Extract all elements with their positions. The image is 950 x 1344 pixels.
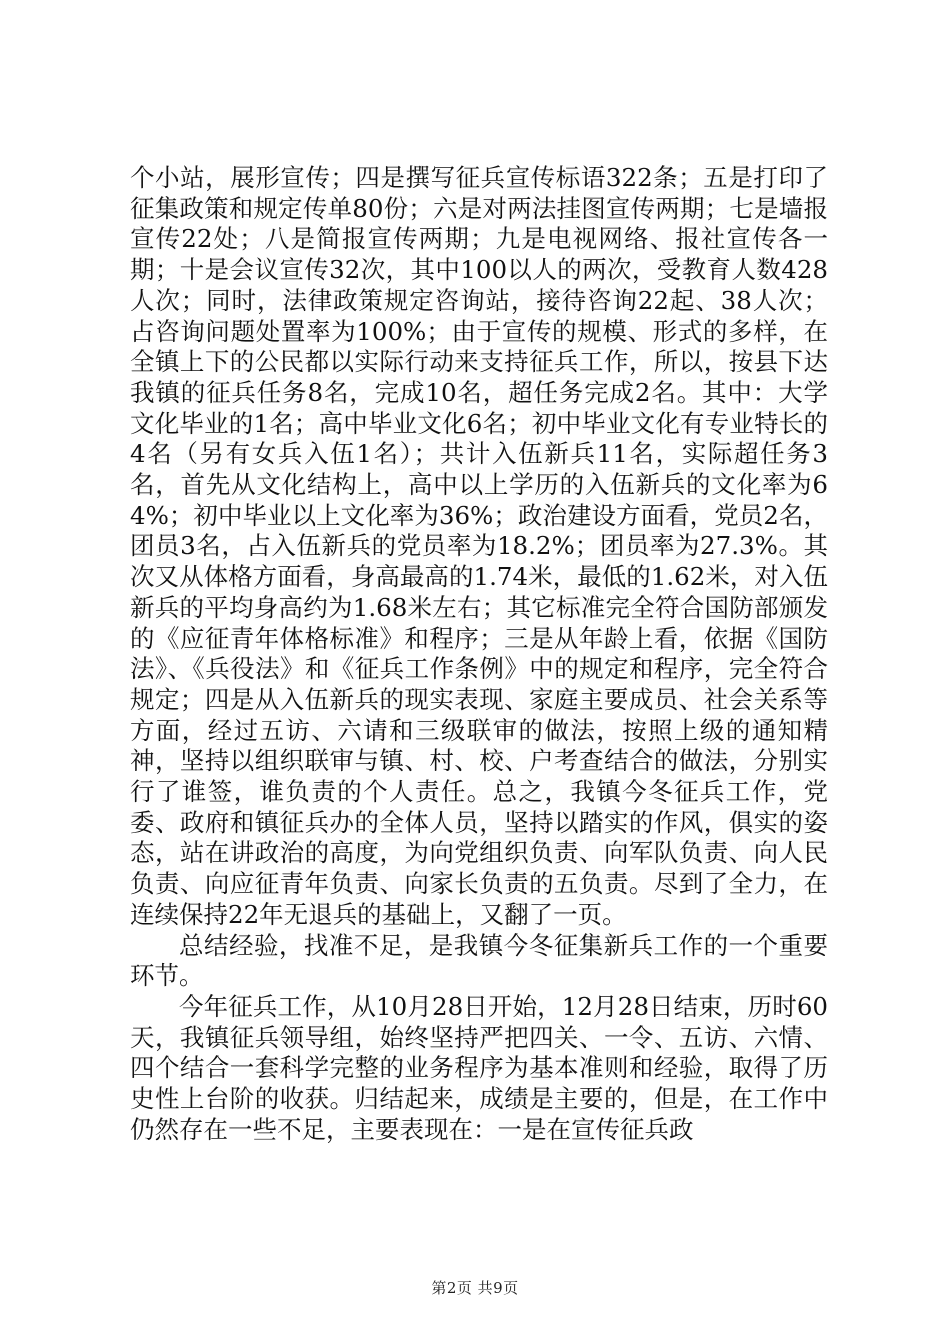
page-footer: 第2页 共9页 bbox=[431, 1279, 519, 1297]
paragraph-2: 总结经验，找准不足，是我镇今冬征集新兵工作的一个重要环节。 bbox=[130, 930, 828, 991]
paragraph-1: 个小站，展形宣传；四是撰写征兵宣传标语322条；五是打印了征集政策和规定传单80份；六是对两法挂图宣传两期；七是墙报宣传22处；八是简报宣传两期；九是电视网络、报社宣传各一期；十是会议宣传32次，其中100以人的两次，受教育人数428人次；同时，法律政策规定咨询站，接待咨询22起、38人次；占咨询问题处置率为100%；由于宣传的规模、形式的多样，在全镇上下的公民都以实际行动来支持征兵工作，所以，按县下达我镇的征兵任务8名，完成10名，超任务完成2名。其中：大学文化毕业的1名；高中毕业文化6名；初中毕业文化有专业特长的4名（另有女兵入伍1名）；共计入伍新兵11名，实际超任务3名，首先从文化结构上，高中以上学历的入伍新兵的文化率为64%；初中毕业以上文化率为36%；政治建设方面看，党员2名，团员3名，占入伍新兵的党员率为18.2%；团员率为27.3%。其次又从体格方面看，身高最高的1.74米，最低的1.62米，对入伍新兵的平均身高约为1.68米左右；其它标准完全符合国防部颁发的《应征青年体格标准》和程序；三是从年龄上看，依据《国防法》、《兵役法》和《征兵工作条例》中的规定和程序，完全符合规定；四是从入伍新兵的现实表现、家庭主要成员、社会关系等方面，经过五访、六请和三级联审的做法，按照上级的通知精神，坚持以组织联审与镇、村、校、户考查结合的做法，分别实行了谁签，谁负责的个人责任。总之，我镇今冬征兵工作，党委、政府和镇征兵办的全体人员，坚持以踏实的作风，俱实的姿态，站在讲政治的高度，为向党组织负责、向军队负责、向人民负责、向应征青年负责、向家长负责的五负责。尽到了全力，在连续保持22年无退兵的基础上，又翻了一页。 bbox=[130, 163, 828, 929]
document-body bbox=[130, 163, 828, 1146]
paragraph-3: 今年征兵工作，从10月28日开始，12月28日结束，历时60天，我镇征兵领导组，始终坚持严把四关、一令、五访、六情、四个结合一套科学完整的业务程序为基本准则和经验，取得了历史性上台阶的收获。归结起来，成绩是主要的，但是，在工作中仍然存在一些不足，主要表现在：一是在宣传征兵政 bbox=[130, 991, 828, 1144]
